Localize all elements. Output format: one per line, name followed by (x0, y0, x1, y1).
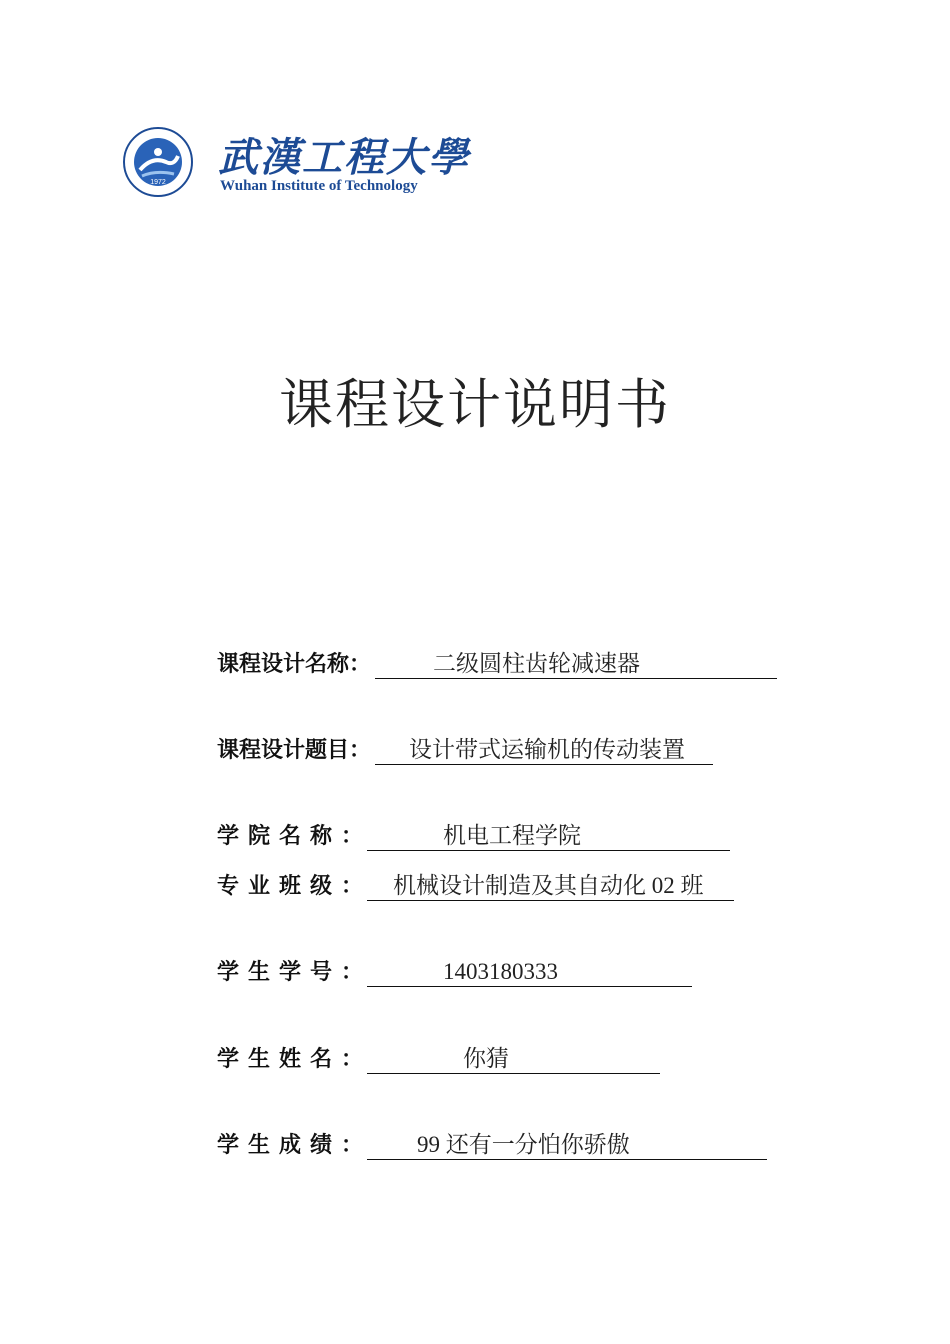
field-course-topic: 课程设计题目 ： 设计带式运输机的传动装置 (217, 733, 713, 765)
field-value: 99 还有一分怕你骄傲 (367, 1131, 767, 1160)
field-college: 学院名称 ： 机电工程学院 (217, 819, 730, 851)
page-title: 课程设计说明书 (279, 373, 671, 436)
school-logo (122, 124, 470, 204)
field-value: 机械设计制造及其自动化 02 班 (367, 872, 734, 901)
field-course-name: 课程设计名称 ： 二级圆柱齿轮减速器 (217, 647, 777, 679)
field-label: 课程设计名称 (217, 652, 350, 677)
school-name-cn: 武漢工程大學 (218, 134, 470, 181)
field-label: 学院名称 (217, 824, 342, 849)
field-value: 机电工程学院 (367, 822, 730, 851)
field-student-id: 学生学号 ： 1403180333 (217, 955, 692, 987)
school-name-en: Wuhan Institute of Technology (220, 178, 418, 194)
field-value: 二级圆柱齿轮减速器 (375, 650, 777, 679)
field-label: 课程设计题目 (217, 738, 350, 763)
field-value: 1403180333 (367, 958, 692, 987)
field-student-grade: 学生成绩 ： 99 还有一分怕你骄傲 (217, 1128, 767, 1160)
field-label: 学生学号 (217, 960, 342, 985)
field-label: 学生成绩 (217, 1133, 342, 1158)
field-value: 设计带式运输机的传动装置 (375, 736, 713, 765)
field-major-class: 专业班级 ： 机械设计制造及其自动化 02 班 (217, 869, 734, 901)
field-label: 学生姓名 (217, 1047, 342, 1072)
school-emblem-icon (122, 126, 194, 198)
field-student-name: 学生姓名 ： 你猜 (217, 1042, 660, 1074)
field-label: 专业班级 (217, 874, 342, 899)
emblem-year: 1972 (150, 179, 166, 186)
field-value: 你猜 (367, 1045, 660, 1074)
